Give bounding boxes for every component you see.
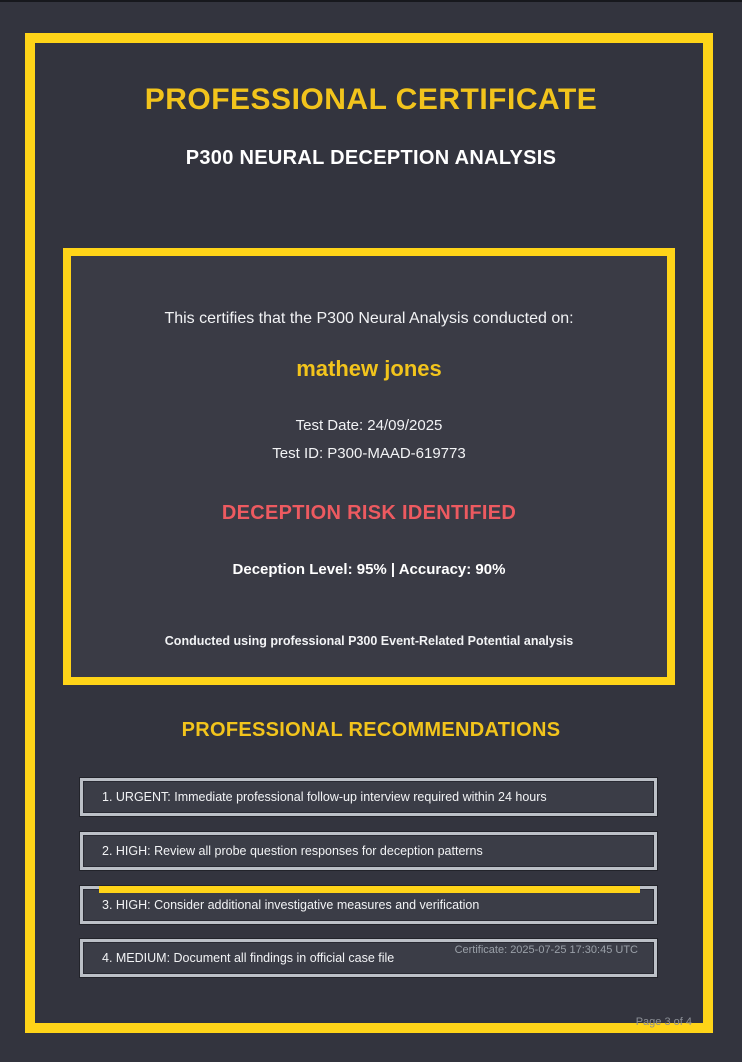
certificate-timestamp: Certificate: 2025-07-25 17:30:45 UTC bbox=[454, 944, 638, 956]
certificate-subtitle: P300 NEURAL DECEPTION ANALYSIS bbox=[185, 147, 557, 169]
top-edge-line bbox=[0, 0, 742, 2]
recommendations-heading: PROFESSIONAL RECOMMENDATIONS bbox=[181, 719, 561, 741]
test-id-line: Test ID: P300-MAAD-619773 bbox=[272, 445, 466, 462]
test-date-line: Test Date: 24/09/2025 bbox=[295, 417, 443, 434]
method-line: Conducted using professional P300 Event-Related Potential analysis bbox=[164, 634, 574, 648]
certifies-line: This certifies that the P300 Neural Analysis conducted on: bbox=[164, 310, 574, 327]
recommendation-item-3 bbox=[80, 886, 657, 924]
recommendation-text: 2. HIGH: Review all probe question responses for deception patterns bbox=[102, 844, 483, 858]
recommendation-text: 4. MEDIUM: Document all findings in official case file bbox=[102, 951, 395, 965]
yellow-accent-stripe bbox=[99, 886, 640, 893]
page-number: Page 3 of 4 bbox=[635, 1016, 692, 1028]
recommendation-text: 3. HIGH: Consider additional investigative measures and verification bbox=[102, 898, 480, 912]
recommendation-item-2 bbox=[80, 832, 657, 870]
recommendation-item-4 bbox=[80, 939, 657, 977]
recommendation-text: 1. URGENT: Immediate professional follow-up interview required within 24 hours bbox=[102, 790, 547, 804]
subject-name: mathew jones bbox=[296, 356, 442, 381]
certificate-body-box bbox=[63, 248, 675, 685]
certificate-title: PROFESSIONAL CERTIFICATE bbox=[144, 83, 598, 116]
recommendation-item-1 bbox=[80, 778, 657, 816]
metrics-line: Deception Level: 95% | Accuracy: 90% bbox=[232, 561, 506, 578]
result-status: DECEPTION RISK IDENTIFIED bbox=[221, 502, 517, 524]
